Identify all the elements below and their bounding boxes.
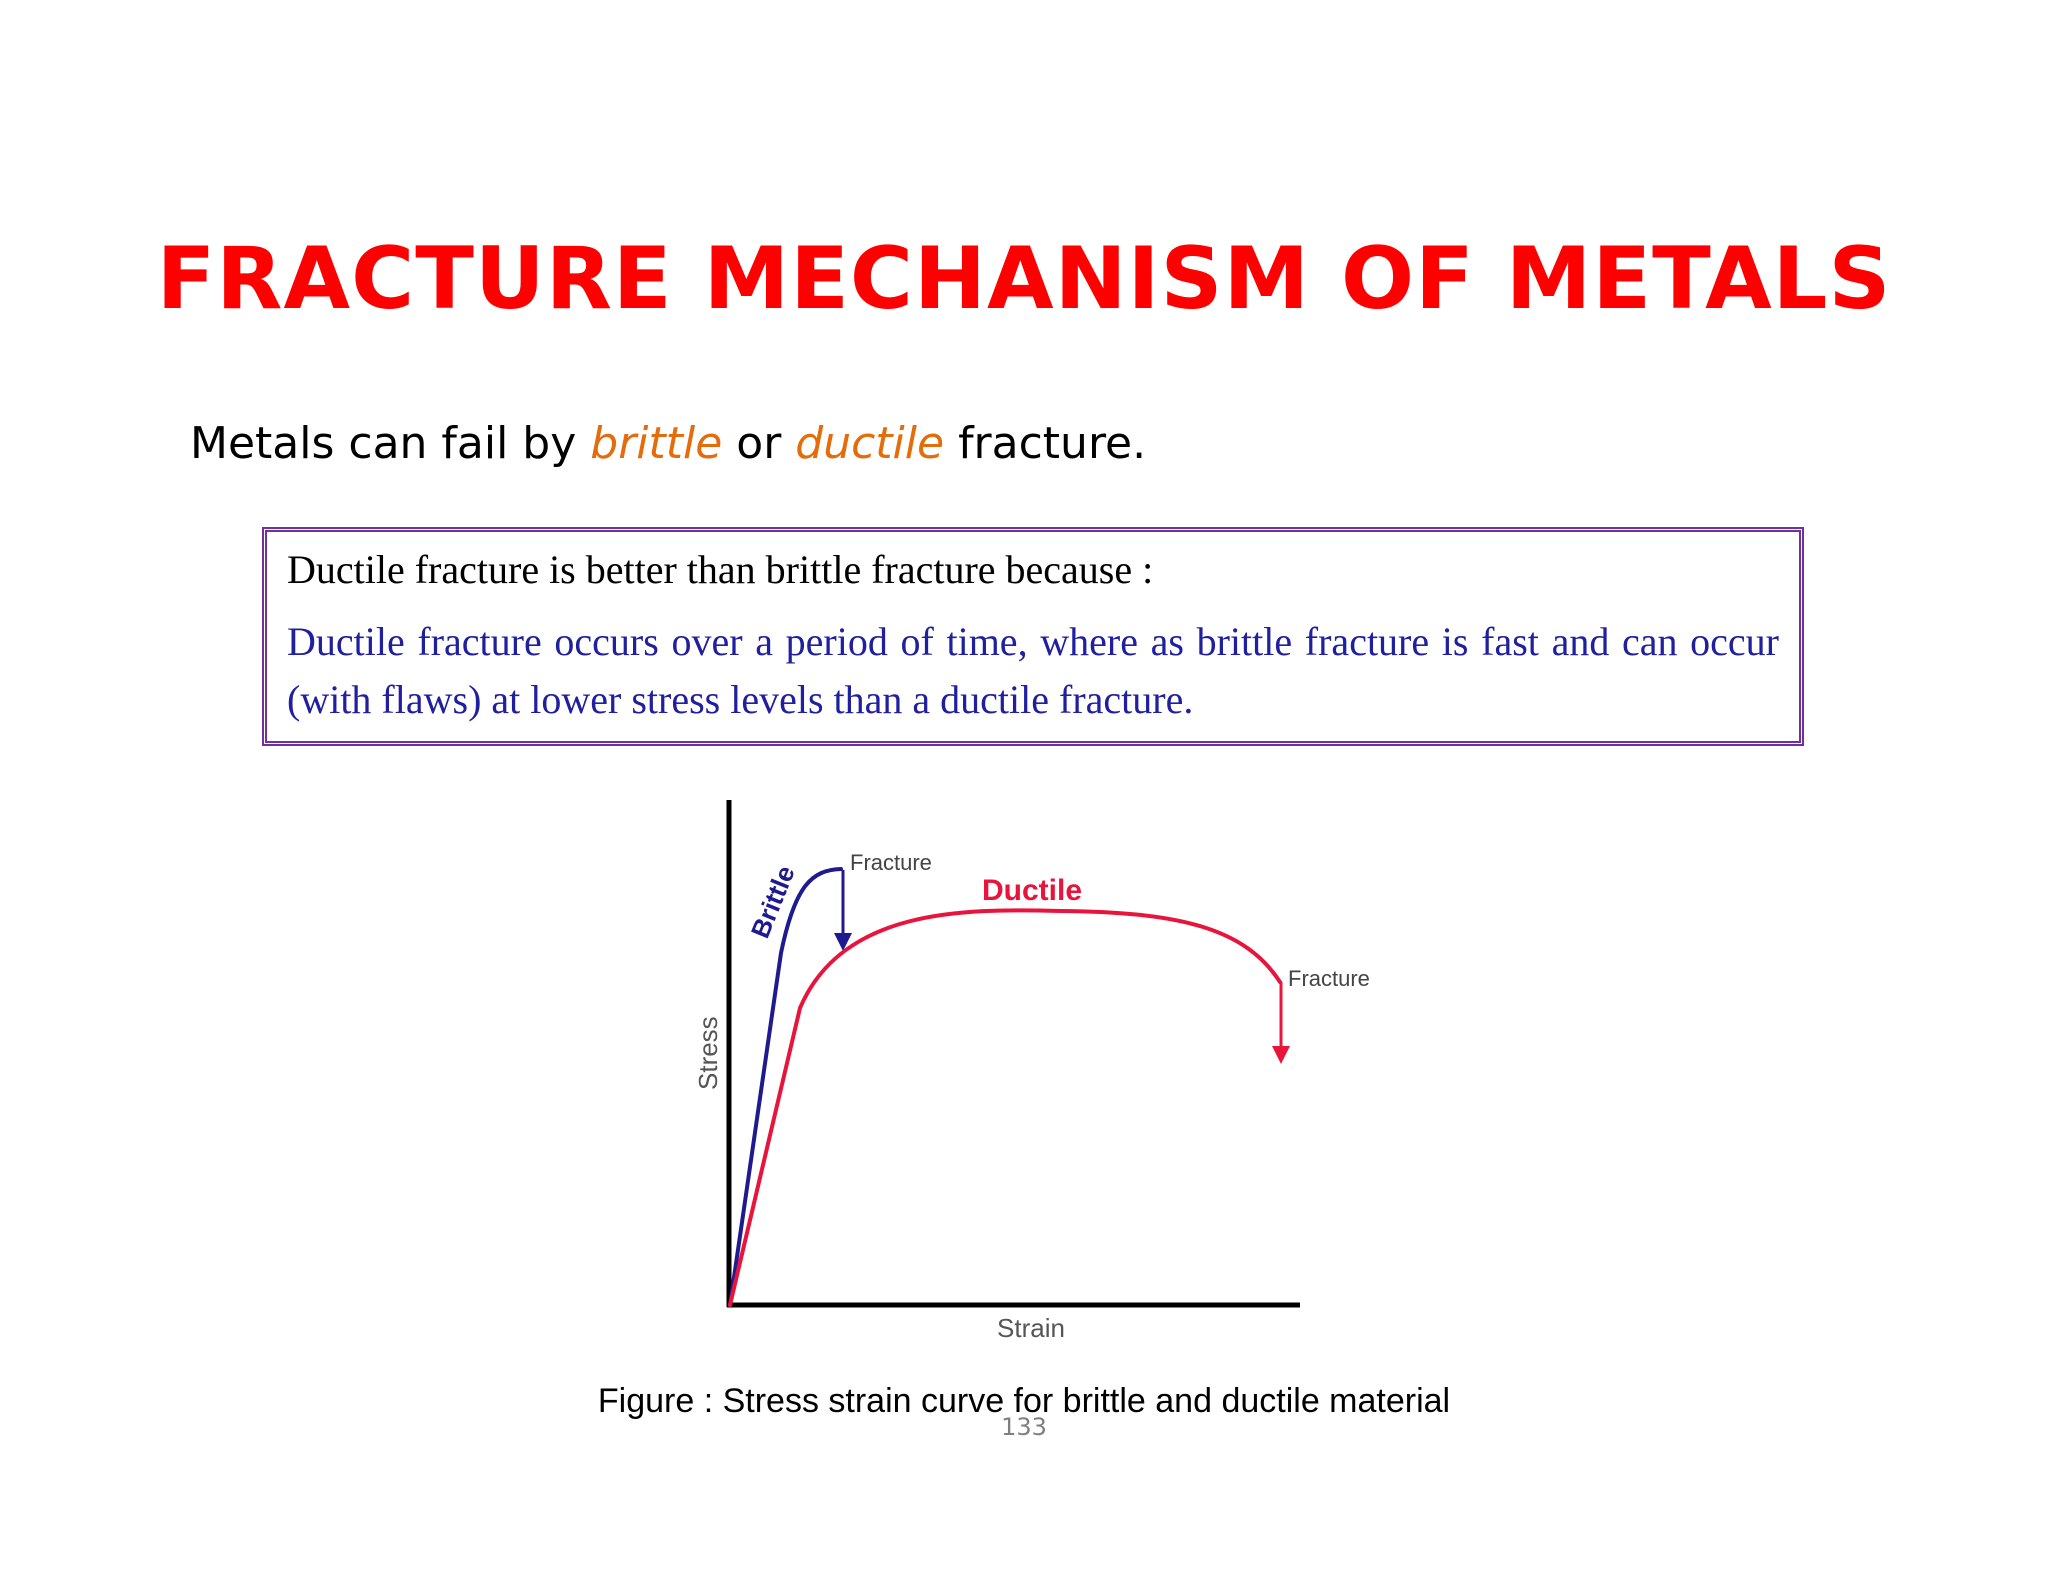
brittle-fracture-label: Fracture — [850, 850, 932, 875]
intro-text-1: Metals can fail by — [190, 418, 591, 469]
slide-title: FRACTURE MECHANISM OF METALS — [156, 229, 1892, 329]
ductile-curve — [730, 910, 1280, 1305]
brittle-curve-label: Brittle — [744, 861, 801, 943]
figure-caption: Figure : Stress strain curve for brittle and ductile material — [597, 1382, 1451, 1420]
ductile-curve-label: Ductile — [982, 874, 1083, 907]
y-axis-label: Stress — [693, 1016, 723, 1090]
brittle-word: brittle — [590, 418, 723, 469]
intro-text-2: or — [722, 418, 796, 469]
reason-body: Ductile fracture occurs over a period of time, where as brittle fracture is fast and can occur (with flaws) at lower stress levels than a ductile fracture. — [287, 619, 1779, 722]
ductile-word: ductile — [795, 418, 945, 469]
x-axis-label: Strain — [997, 1313, 1065, 1343]
page-number: 133 — [1001, 1413, 1047, 1441]
ductile-fracture-label: Fracture — [1288, 966, 1370, 991]
intro-text-3: fracture. — [944, 418, 1147, 469]
reason-heading: Ductile fracture is better than brittle fracture because : — [287, 547, 1154, 592]
